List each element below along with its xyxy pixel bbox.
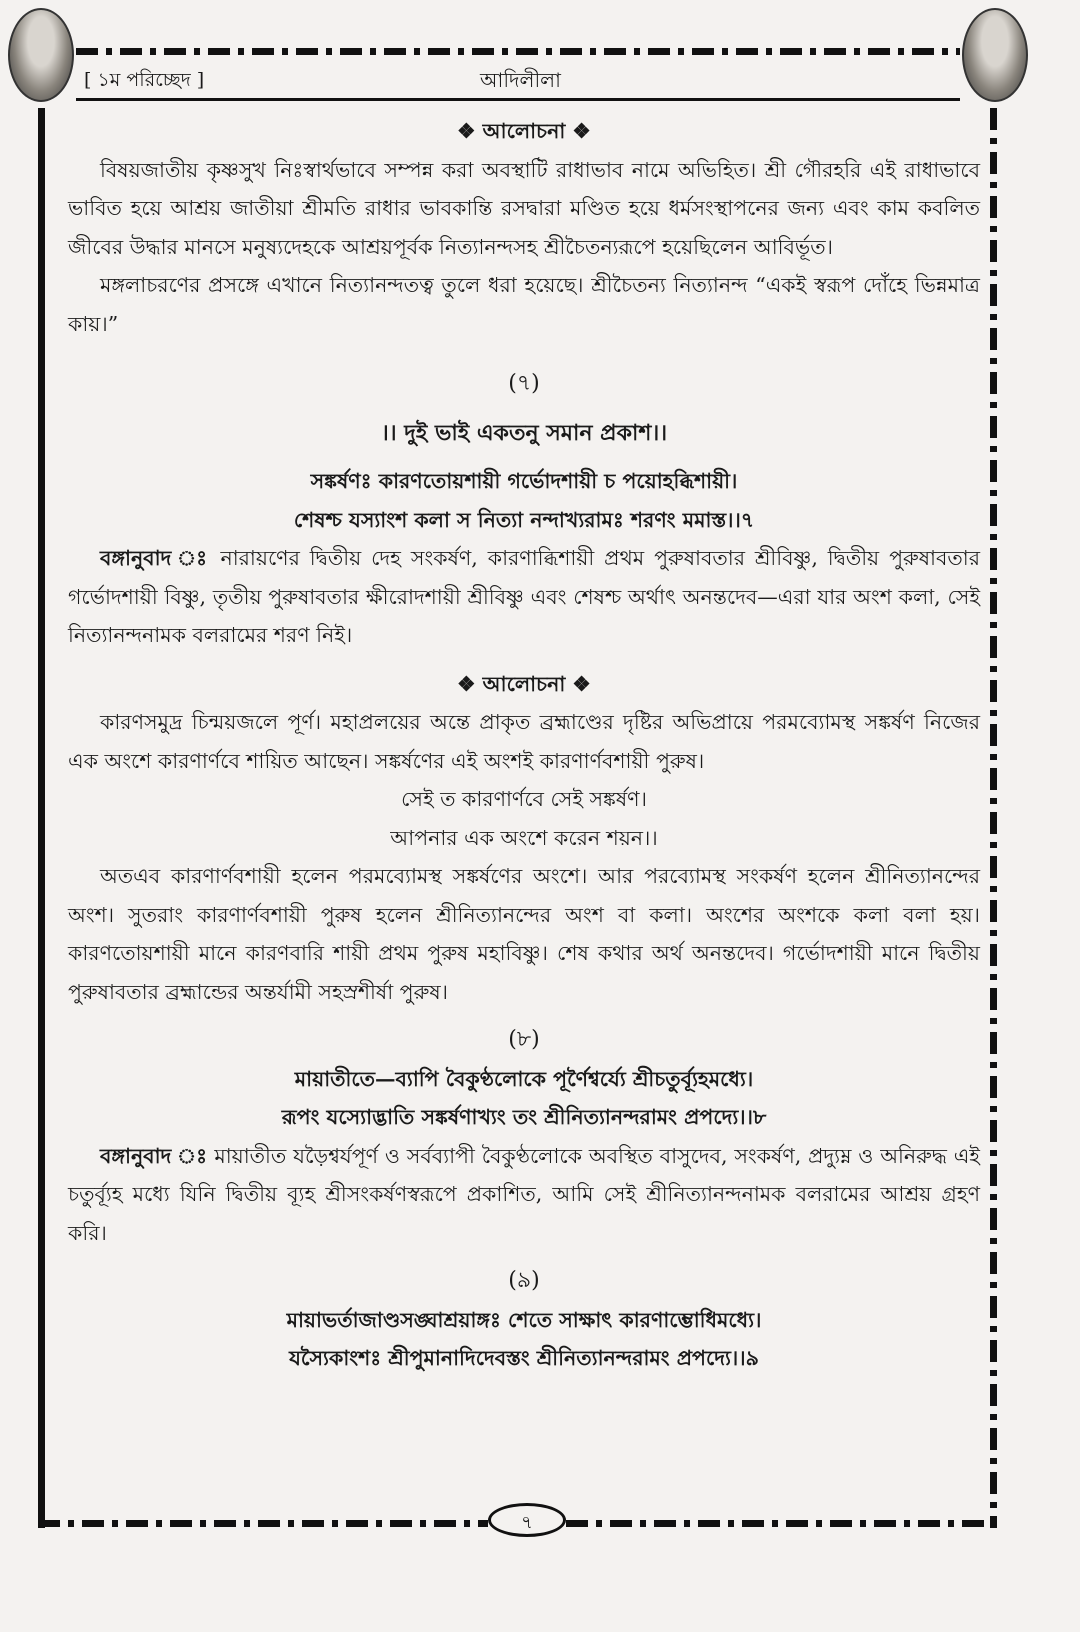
right-border <box>990 108 997 1528</box>
top-border <box>76 48 960 55</box>
verse-number: (৮) <box>508 1027 540 1052</box>
translation-text: মায়াতীত যড়ৈশ্বর্যপূর্ণ ও সর্বব্যাপী বৈকুণ্ঠলোকে অবস্থিত বাসুদেব, সংকর্ষণ, প্রদ্যুম্ন ও অনিরুদ্ধ এই চতুর্ব্যূহ মধ্যে যিনি দ্বিতীয় ব্যূহ শ্রীসংকর্ষণস্বরূপে প্রকাশিত, আমি সেই শ্রীনিত্যানন্দনামক বলরামের আশ্রয় গ্রহণ করি। <box>68 1143 980 1245</box>
verse-number: (৯) <box>508 1268 540 1293</box>
left-border <box>38 108 45 1528</box>
page-title: আদিলীলা <box>480 68 561 92</box>
sanskrit-verse-line: যস্যৈকাংশঃ শ্রীপুমানাদিদেবস্তং শ্রীনিত্যানন্দরামং প্রপদ্যে।।৯ <box>289 1346 759 1370</box>
section-heading: ❖ আলোচনা ❖ <box>457 119 591 143</box>
page-number: ৭ <box>488 1503 566 1537</box>
chapter-label: [ ১ম পরিচ্ছেদ ] <box>84 69 205 91</box>
paragraph: মঙ্গলাচরণের প্রসঙ্গে এখানে নিত্যানন্দতত্ব তুলে ধরা হয়েছে। শ্রীচৈতন্য নিত্যানন্দ “একই স্বরূপ দোঁহে ভিন্নমাত্র কায়।” <box>68 273 980 336</box>
paragraph: অতএব কারণার্ণবশায়ী হলেন পরমব্যোমস্থ সঙ্কর্ষণের অংশে। আর পরব্যোমস্থ সংকর্ষণ হলেন শ্রীনিত্যানন্দের অংশ। সুতরাং কারণার্ণবশায়ী পুরুষ হলেন শ্রীনিত্যানন্দের অংশ বা কলা। অংশের অংশকে কলা বলা হয়। কারণতোয়শায়ী মানে কারণবারি শায়ী প্রথম পুরুষ মহাবিষ্ণু। শেষ কথার অর্থ অনন্তদেব। গর্ভোদশায়ী মানে দ্বিতীয় পুরুষাবতার ব্রহ্মান্ডের অন্তর্যামী সহস্রশীর্ষা পুরুষ। <box>68 864 980 1004</box>
sanskrit-verse-line: শেষশ্চ যস্যাংশ কলা স নিত্যা নন্দাখ্যরামঃ শরণং মমাস্ত।।৭ <box>293 507 755 532</box>
bottom-border-right <box>566 1520 996 1527</box>
verse-number: (৭) <box>508 371 540 396</box>
translation-paragraph <box>68 539 980 655</box>
portrait-left-image <box>8 8 74 102</box>
bottom-border <box>38 1520 488 1527</box>
couplet-line: সেই ত কারণার্ণবে সেই সঙ্কর্ষণ। <box>401 787 647 811</box>
sanskrit-verse-line: সঙ্কর্ষণঃ কারণতোয়শায়ী গর্ভোদশায়ী চ পয়োহব্ধিশায়ী। <box>310 469 738 493</box>
couplet-line: আপনার এক অংশে করেন শয়ন।। <box>390 825 658 850</box>
translation-paragraph <box>68 1137 980 1253</box>
verse-title: ।। দুই ভাই একতনু সমান প্রকাশ।। <box>380 419 668 446</box>
sanskrit-verse-line: রূপং যস্যোদ্ভাতি সঙ্কর্ষণাখ্যং তং শ্রীনিত্যানন্দরামং প্রপদ্যে।।৮ <box>281 1105 767 1129</box>
translation-label: বঙ্গানুবাদ ঃ <box>100 1143 208 1168</box>
page-content <box>68 112 980 1378</box>
section-heading: ❖ আলোচনা ❖ <box>457 671 591 696</box>
translation-label: বঙ্গানুবাদ ঃ <box>100 546 211 570</box>
portrait-right-image <box>962 8 1028 102</box>
sanskrit-verse-line: মায়াভর্তাজাণ্ডসঙ্ঘাশ্রয়াঙ্গঃ শেতে সাক্ষাৎ কারণাম্ভোধিমধ্যে। <box>286 1307 762 1332</box>
sanskrit-verse-line: মায়াতীতে—ব্যাপি বৈকুণ্ঠলোকে পূর্ণৈশ্বর্য্যে শ্রীচতুর্ব্যূহমধ্যে। <box>294 1066 754 1091</box>
translation-text: নারায়ণের দ্বিতীয় দেহ সংকর্ষণ, কারণাব্ধিশায়ী প্রথম পুরুষাবতার শ্রীবিষ্ণু, দ্বিতীয় পুরুষাবতার গর্ভোদশায়ী বিষ্ণু, তৃতীয় পুরুষাবতার ক্ষীরোদশায়ী শ্রীবিষ্ণু এবং শেষশ্চ অর্থাৎ অনন্তদেব—এরা যার অংশ কলা, সেই নিত্যানন্দনামক বলরামের শরণ নিই। <box>68 546 980 647</box>
paragraph: বিষয়জাতীয় কৃষ্ণসুখ নিঃস্বার্থভাবে সম্পন্ন করা অবস্থাটি রাধাভাব নামে অভিহিত। শ্রী গৌরহরি এই রাধাভাবে ভাবিত হয়ে আশ্রয় জাতীয়া শ্রীমতি রাধার ভাবকান্তি রসদ্বারা মণ্ডিত হয়ে ধর্মসংস্থাপনের জন্য এবং কাম কবলিত জীবের উদ্ধার মানসে মনুষ্যদেহকে আশ্রয়পূর্বক নিত্যানন্দসহ শ্রীচৈতন্যরূপে হয়েছিলেন আবির্ভূত। <box>68 157 980 259</box>
paragraph: কারণসমুদ্র চিন্ময়জলে পূর্ণ। মহাপ্রলয়ের অন্তে প্রাকৃত ব্রহ্মাণ্ডের দৃষ্টির অভিপ্রায়ে পরমব্যোমস্থ সঙ্কর্ষণ নিজের এক অংশে কারণার্ণবে শায়িত আছেন। সঙ্কর্ষণের এই অংশই কারণার্ণবশায়ী পুরুষ। <box>68 710 980 773</box>
